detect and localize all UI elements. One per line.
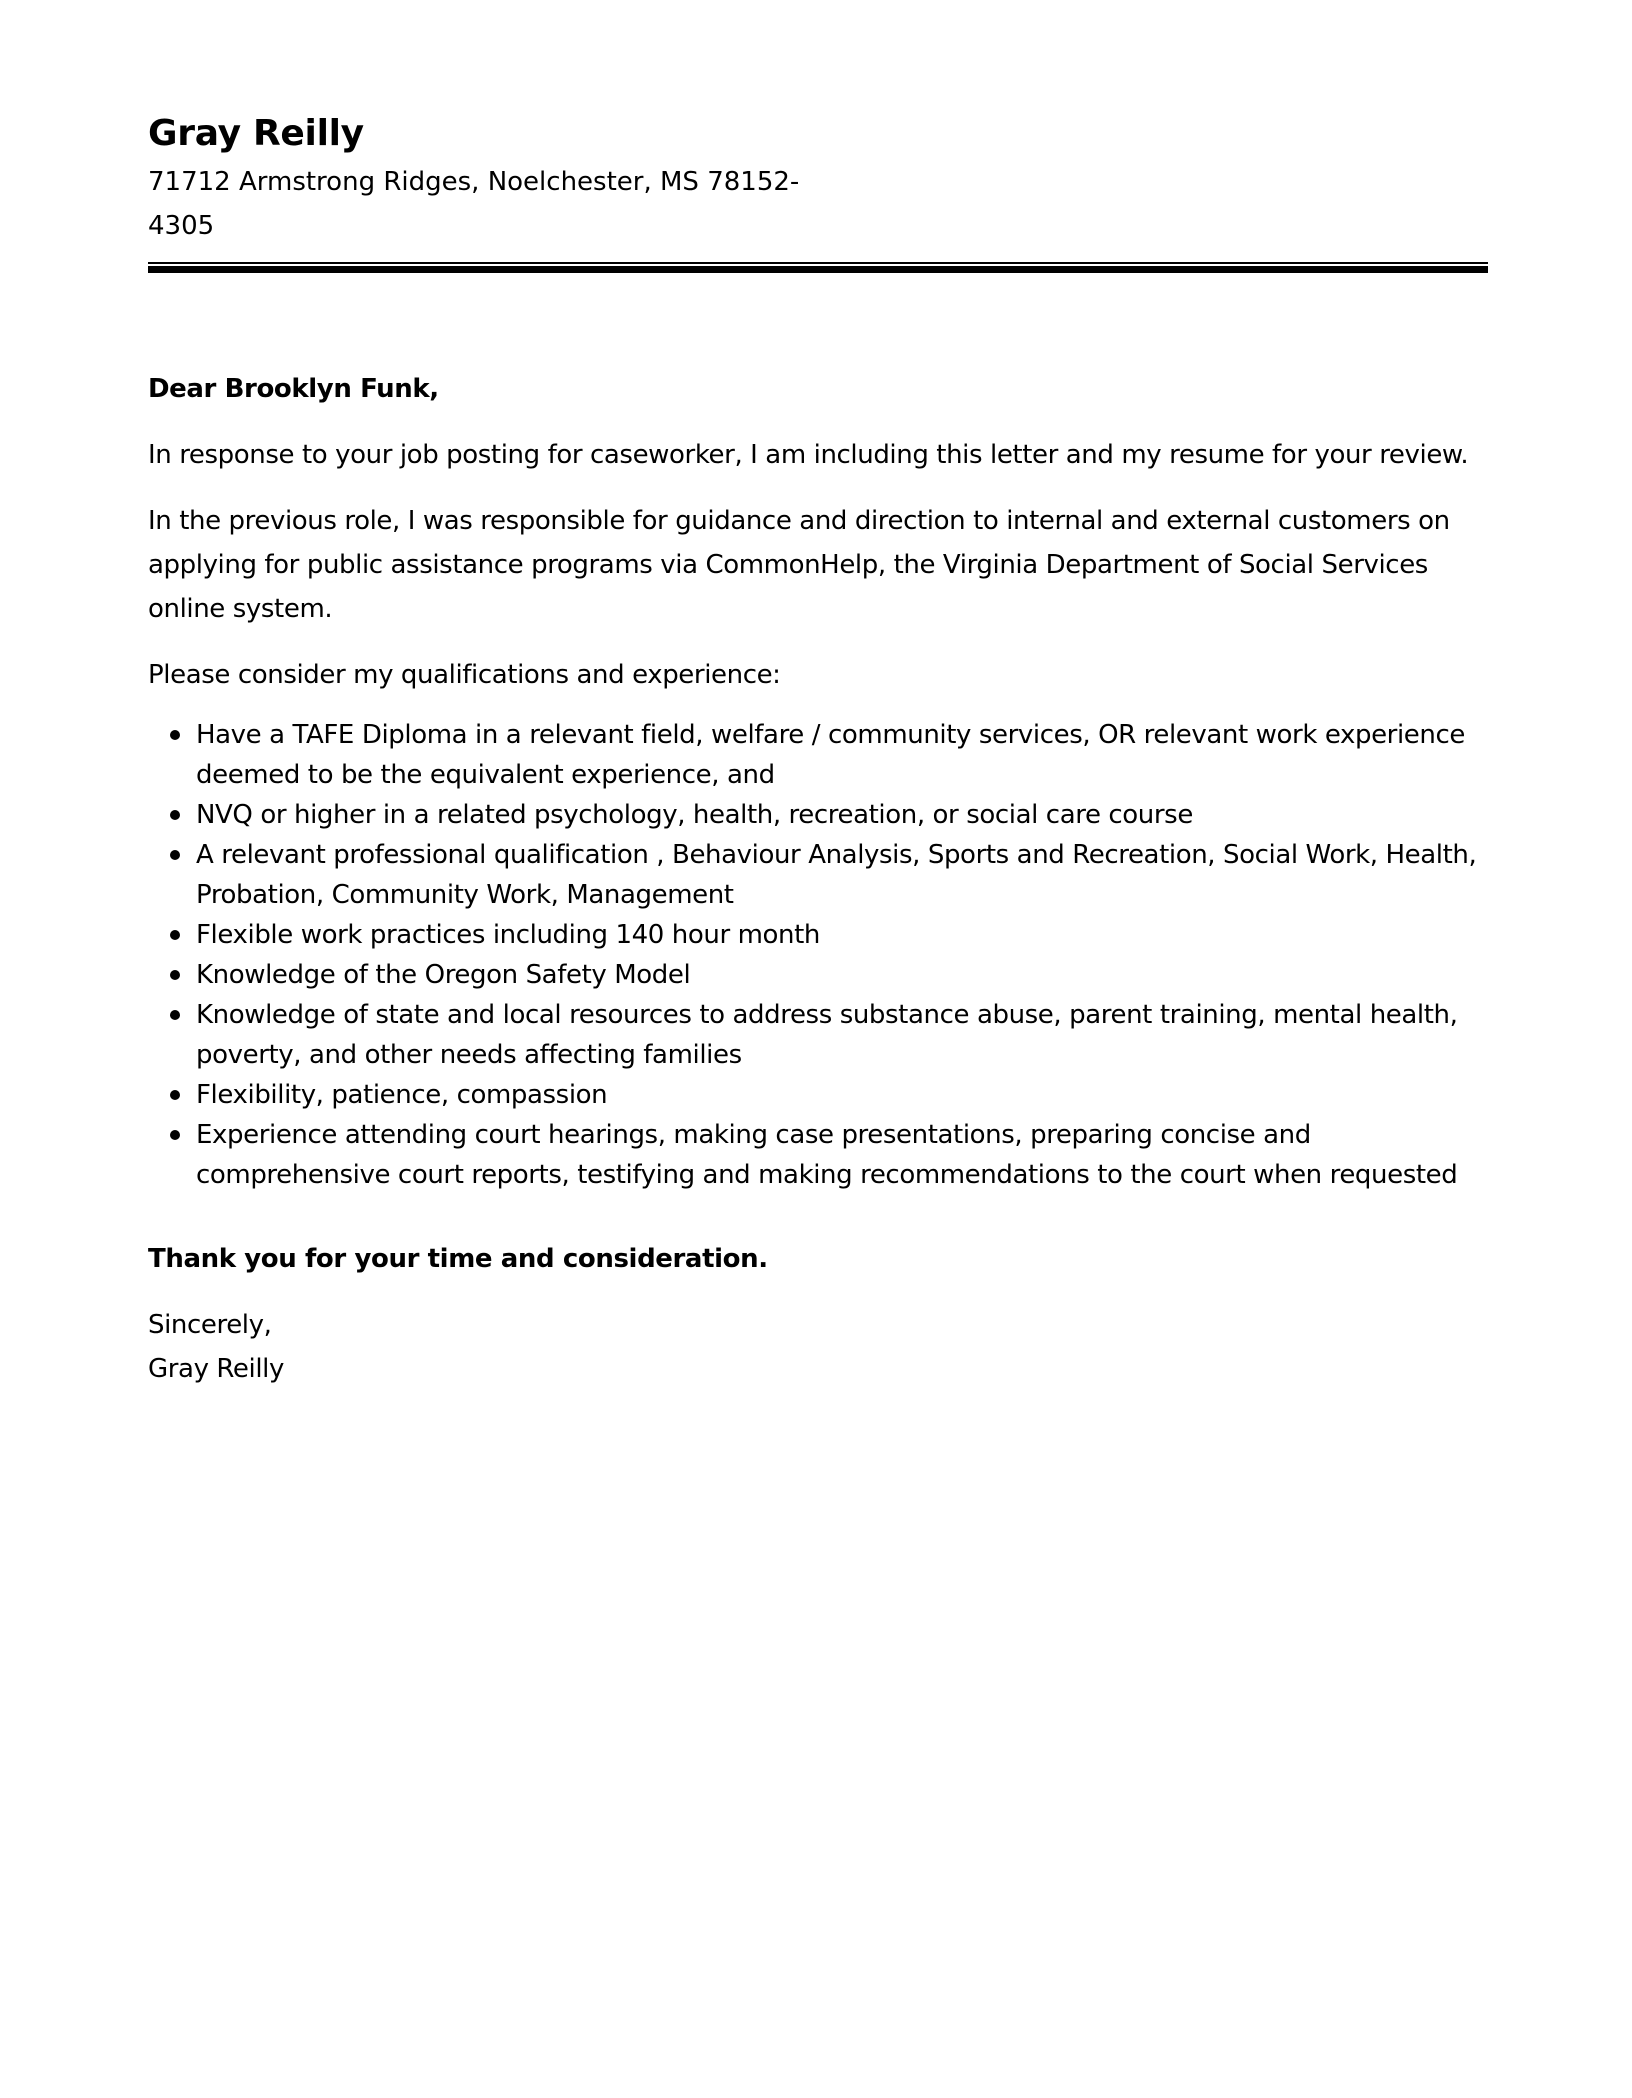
header-divider [148,262,1488,273]
intro-paragraph: In response to your job posting for caseworker, I am including this letter and my resume for your review. [148,440,1469,470]
sender-name: Gray Reilly [148,113,364,154]
bullet-icon [170,1010,180,1020]
bullet-icon [170,1090,180,1100]
bullet-icon [170,930,180,940]
experience-paragraph: In the previous role, I was responsible for guidance and direction to internal and external customers on applying for public assistance programs via CommonHelp, the Virginia Department of Social Services online system. [148,506,1450,624]
list-item [196,915,1488,955]
header-divider-thin-line [148,262,1488,264]
qualifications-intro: Please consider my qualifications and experience: [148,660,781,690]
list-item [196,1115,1488,1195]
list-item-text: NVQ or higher in a related psychology, health, recreation, or social care course [196,800,1193,830]
list-item [196,715,1488,795]
bullet-icon [170,1130,180,1140]
list-item [196,835,1488,915]
bullet-icon [170,810,180,820]
letter-body [148,367,1488,1391]
list-item-text: Knowledge of the Oregon Safety Model [196,960,691,990]
sender-address: 71712 Armstrong Ridges, Noelchester, MS 78152-4305 [148,167,800,241]
list-item [196,795,1488,835]
list-item-text: Flexibility, patience, compassion [196,1080,608,1110]
list-item-text: A relevant professional qualification , Behaviour Analysis, Sports and Recreation, Social Work, Health, Probation, Community Work, Management [196,840,1477,910]
signoff [148,1303,1488,1391]
closing-line: Thank you for your time and consideration. [148,1244,768,1274]
list-item [196,955,1488,995]
header-divider-thick-line [148,266,1488,273]
list-item-text: Experience attending court hearings, making case presentations, preparing concise and comprehensive court reports, testifying and making recommendations to the court when requested [196,1120,1458,1190]
list-item [196,995,1488,1075]
signature-name: Gray Reilly [148,1354,284,1384]
bullet-icon [170,730,180,740]
list-item [196,1075,1488,1115]
cover-letter-page [148,108,1488,1391]
salutation: Dear Brooklyn Funk, [148,374,439,404]
bullet-icon [170,850,180,860]
bullet-icon [170,970,180,980]
list-item-text: Knowledge of state and local resources to address substance abuse, parent training, mental health, poverty, and other needs affecting families [196,1000,1458,1070]
list-item-text: Flexible work practices including 140 hour month [196,920,821,950]
list-item-text: Have a TAFE Diploma in a relevant field, welfare / community services, OR relevant work experience deemed to be the equivalent experience, and [196,720,1465,790]
valediction: Sincerely, [148,1310,272,1340]
qualifications-list [148,715,1488,1195]
